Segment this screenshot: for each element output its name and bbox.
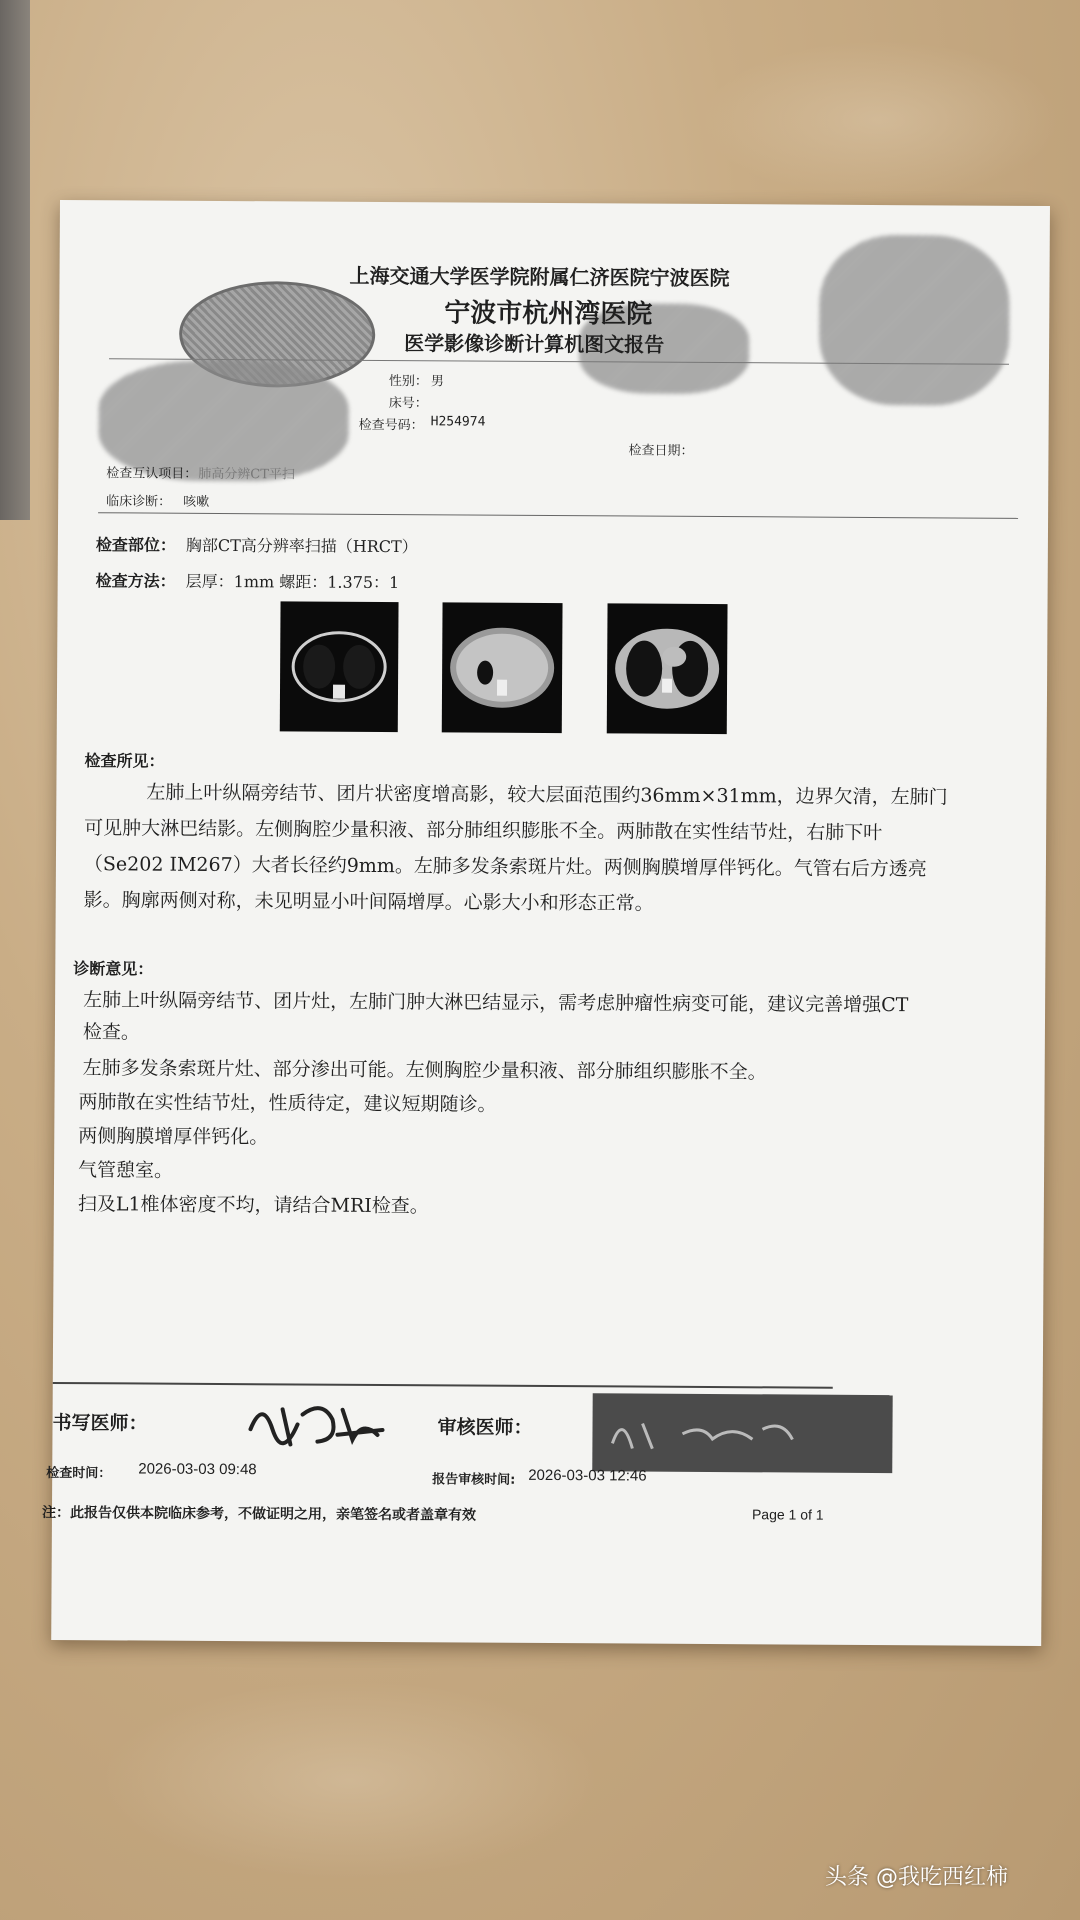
diagnosis-line: 检查。 [82, 1021, 140, 1044]
redacted-reviewer-signature [592, 1393, 892, 1473]
exam-time-label: 检查时间： [46, 1465, 112, 1482]
clinical-diagnosis-label: 临床诊断： [106, 494, 172, 510]
report-disclaimer: 注：此报告仅供本院临床参考，不做证明之用，亲笔签名或者盖章有效 [41, 1504, 477, 1524]
diagnosis-line: 两侧胸膜增厚伴钙化。 [78, 1125, 269, 1149]
marble-pattern [100, 1680, 600, 1880]
clinical-diagnosis-value: 咳嗽 [183, 494, 210, 510]
exam-item-label: 检查互认项目： [106, 466, 198, 482]
info-divider [98, 512, 1018, 519]
background-edge [0, 0, 30, 520]
redacted-area [819, 235, 1010, 406]
review-time-label: 报告审核时间: [432, 1472, 516, 1488]
diagnosis-line: 扫及L1椎体密度不均，请结合MRI检查。 [77, 1193, 429, 1218]
footer-divider [53, 1382, 833, 1389]
report-title: 医学影像诊断计算机图文报告 [404, 331, 665, 357]
ct-scan-mediastinal-window [447, 617, 558, 718]
exam-time-value: 2026-03-03 09:48 [138, 1460, 257, 1479]
review-time-value: 2026-03-03 12:46 [528, 1466, 647, 1485]
hospital-name-line1: 上海交通大学医学院附属仁济医院宁波医院 [349, 263, 730, 291]
findings-line: （Se202 IM267）大者长径约9mm。左肺多发条索斑片灶。两侧胸膜增厚伴钙化。气管右后方透亮 [83, 853, 927, 881]
gender-label: 性别： [388, 374, 428, 390]
marble-pattern [700, 40, 1060, 200]
findings-line: 左肺上叶纵隔旁结节、团片状密度增高影，较大层面范围约36mm×31mm，边界欠清，左肺门 [146, 781, 948, 809]
source-watermark: 头条 @我吃西红柿 [825, 1865, 1008, 1890]
diagnosis-label: 诊断意见： [73, 959, 154, 979]
findings-label: 检查所见： [84, 751, 165, 771]
ct-image-2 [442, 602, 563, 733]
findings-line: 可见肿大淋巴结影。左侧胸腔少量积液、部分肺组织膨胀不全。两肺散在实性结节灶，右肺下叶 [84, 817, 883, 845]
ct-image-1 [280, 601, 399, 732]
findings-line: 影。胸廓两侧对称，未见明显小叶间隔增厚。心影大小和形态正常。 [83, 889, 654, 915]
exam-method-label: 检查方法： [95, 571, 176, 591]
exam-site-label: 检查部位： [95, 535, 176, 555]
writer-doctor-label: 书写医师： [52, 1411, 148, 1435]
exam-no-value: H254974 [430, 414, 486, 430]
writer-signature [242, 1389, 392, 1460]
reviewer-signature [592, 1393, 892, 1473]
exam-no-label: 检查号码： [358, 417, 424, 434]
ct-scan-bone-window [289, 626, 389, 707]
hospital-name-line2: 宁波市杭州湾医院 [444, 298, 653, 330]
reviewer-doctor-label: 审核医师： [437, 1416, 533, 1439]
ct-scan-lung-window [612, 618, 723, 719]
medical-report-paper [41, 200, 1050, 1646]
diagnosis-line: 两肺散在实性结节灶，性质待定，建议短期随诊。 [78, 1091, 497, 1116]
exam-date-label: 检查日期： [628, 443, 694, 459]
diagnosis-line: 左肺多发条索斑片灶、部分渗出可能。左侧胸腔少量积液、部分肺组织膨胀不全。 [82, 1057, 767, 1084]
exam-method-value: 层厚：1mm 螺距：1.375：1 [185, 571, 400, 593]
diagnosis-line: 气管憩室。 [78, 1159, 174, 1182]
diagnosis-line: 左肺上叶纵隔旁结节、团片灶，左肺门肿大淋巴结显示，需考虑肿瘤性病变可能，建议完善增强CT [83, 989, 909, 1017]
bed-label: 床号： [388, 396, 428, 412]
exam-item-value: 肺高分辨CT平扫 [198, 466, 295, 483]
gender-value: 男 [430, 374, 444, 390]
page-number: Page 1 of 1 [751, 1506, 824, 1523]
exam-site-value: 胸部CT高分辨率扫描（HRCT） [185, 535, 418, 557]
ct-image-3 [607, 603, 728, 734]
